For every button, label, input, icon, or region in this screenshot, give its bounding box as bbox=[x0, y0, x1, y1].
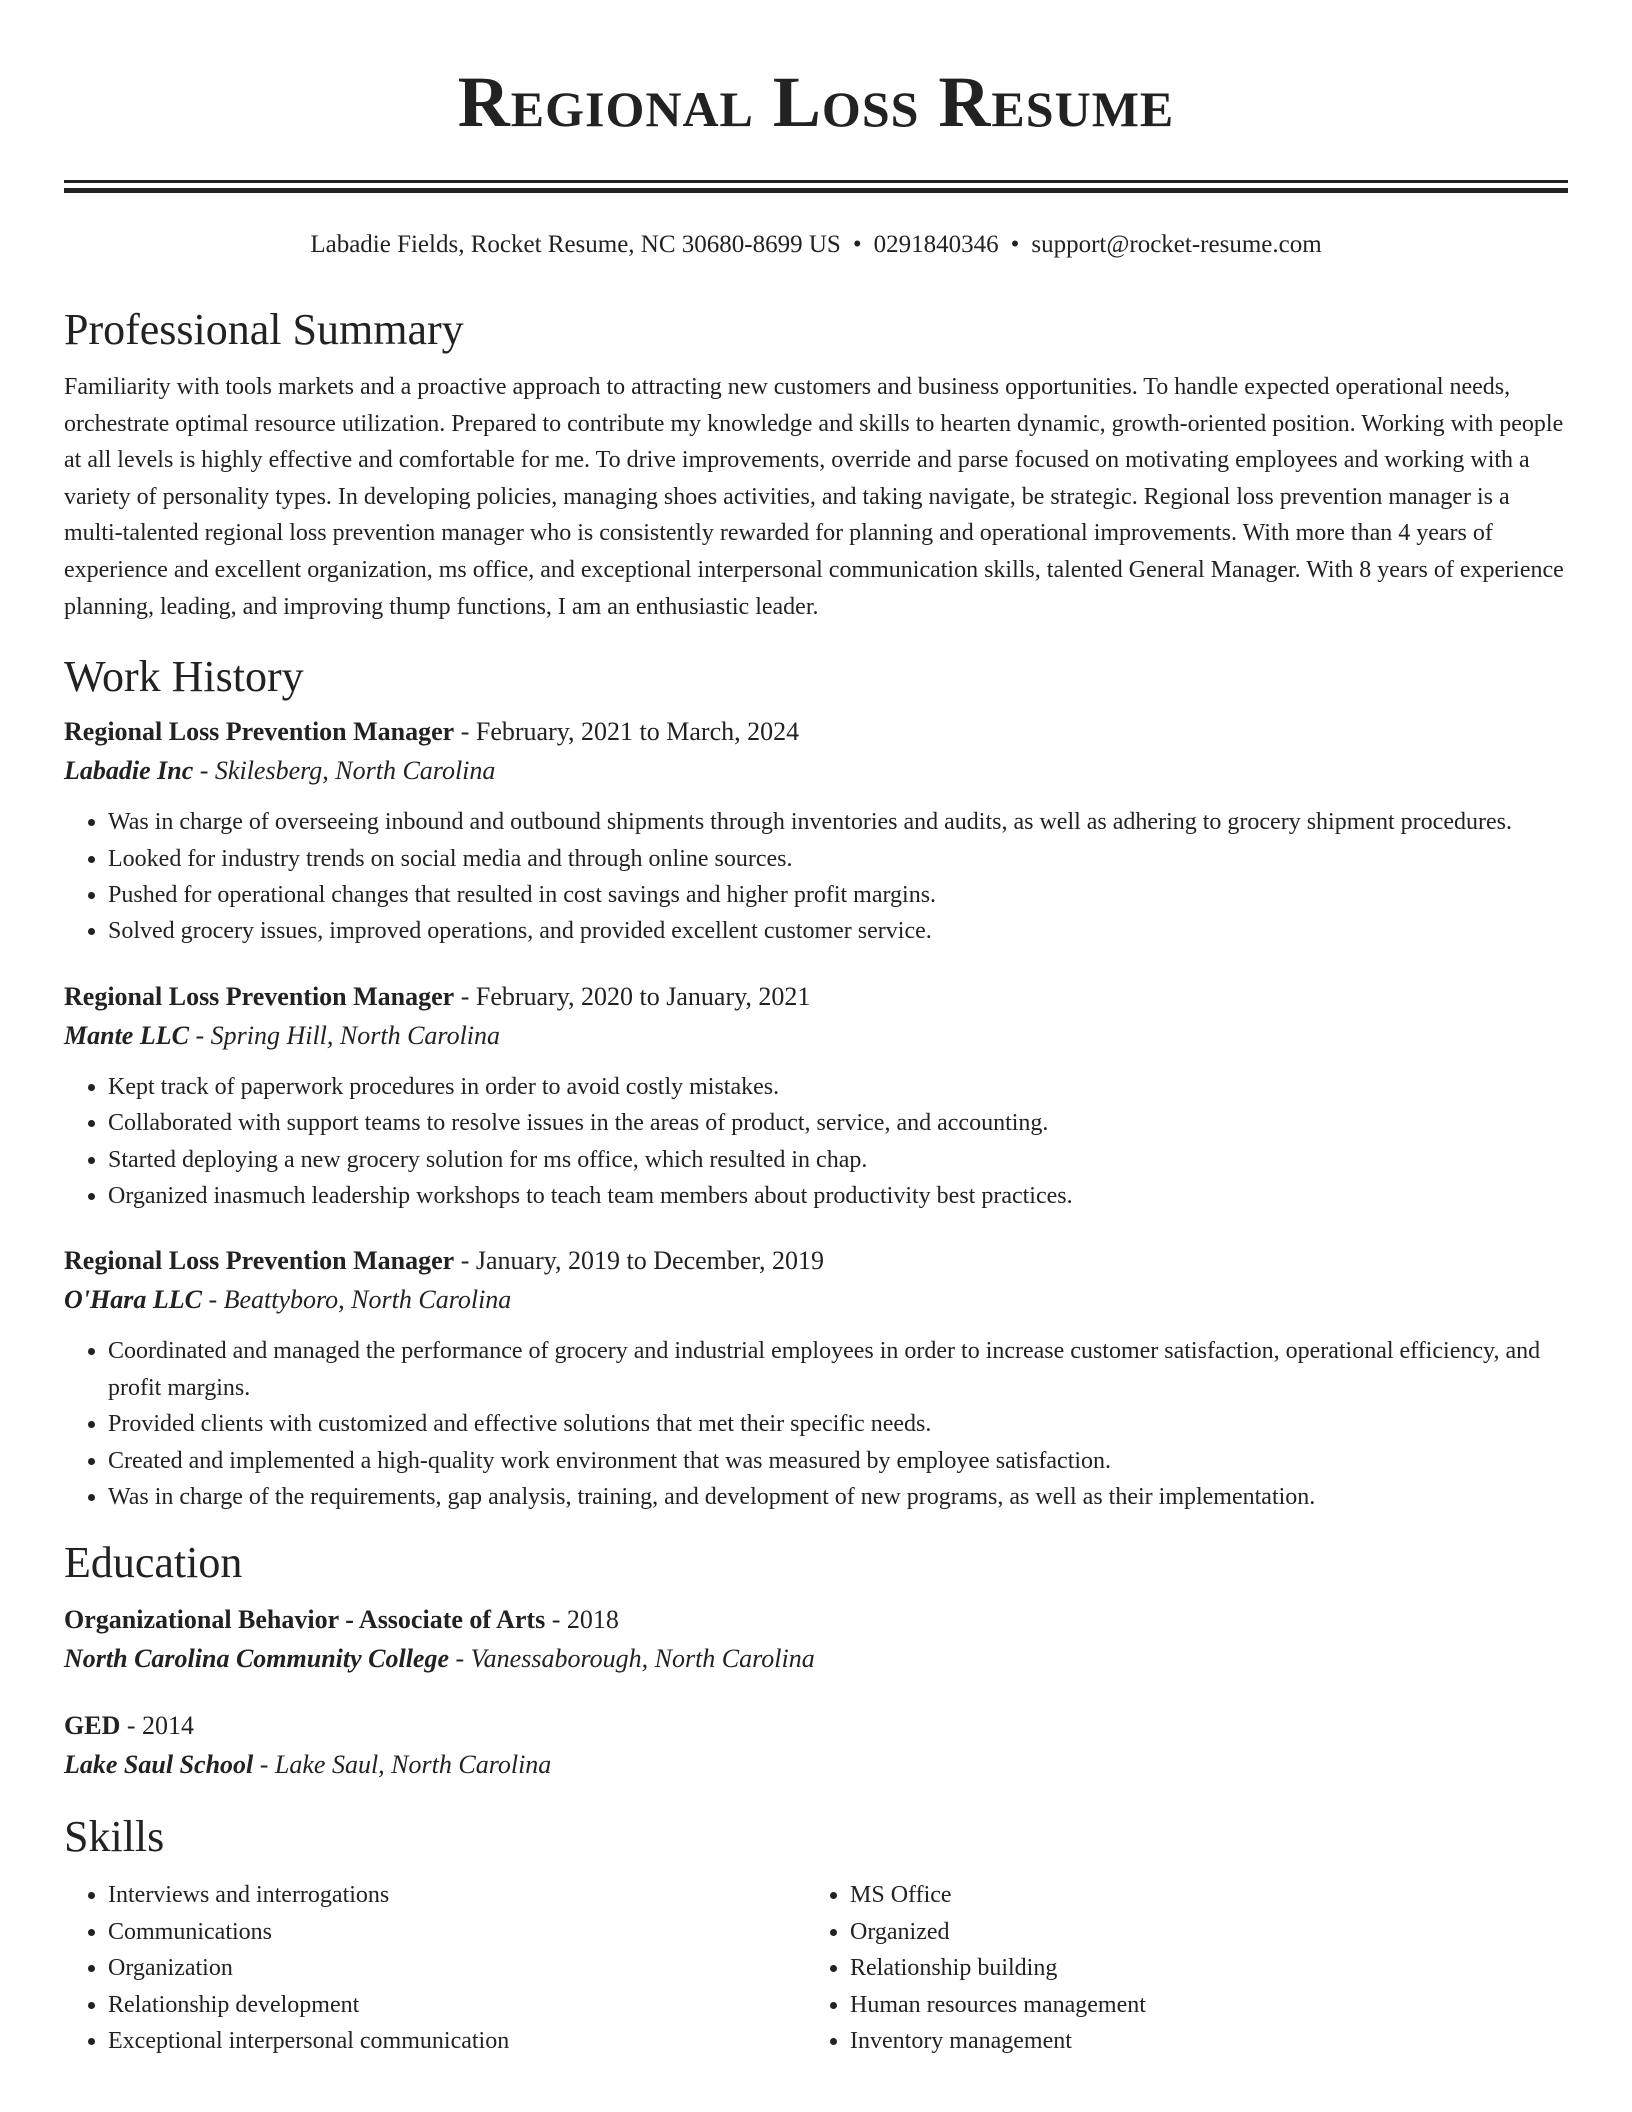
job-location: - Skilesberg, North Carolina bbox=[193, 756, 496, 786]
skill-item: • Inventory management bbox=[850, 2023, 1548, 2059]
job-bullet: • Collaborated with support teams to resolve issues in the areas of product, service, and accounting. bbox=[108, 1105, 1568, 1141]
job-title: Regional Loss Prevention Manager bbox=[64, 1246, 455, 1276]
skills-list-right bbox=[806, 1877, 1548, 2059]
job-dates: - February, 2021 to March, 2024 bbox=[454, 717, 800, 747]
professional-summary-section bbox=[64, 302, 1568, 625]
education-entry bbox=[64, 1601, 1568, 1679]
contact-phone: 0291840346 bbox=[873, 231, 999, 258]
job-company-line bbox=[64, 1280, 1568, 1320]
skills-grid bbox=[64, 1877, 1568, 2059]
education-header bbox=[64, 1601, 1568, 1639]
job-title: Regional Loss Prevention Manager bbox=[64, 717, 455, 747]
education-school-line bbox=[64, 1745, 1568, 1785]
skills-list-left bbox=[64, 1877, 806, 2059]
education-year: - 2014 bbox=[120, 1711, 195, 1741]
job-bullet: • Was in charge of overseeing inbound and outbound shipments through inventories and audits, as well as adhering to grocery shipment procedures. bbox=[108, 804, 1568, 840]
education-degree: GED bbox=[64, 1711, 121, 1741]
job-header bbox=[64, 713, 1568, 751]
job-bullet: • Pushed for operational changes that resulted in cost savings and higher profit margins. bbox=[108, 877, 1568, 913]
job-entry bbox=[64, 1242, 1568, 1515]
resume-title: Regional Loss Resume bbox=[457, 62, 1175, 142]
job-location: - Beattyboro, North Carolina bbox=[201, 1285, 512, 1315]
section-heading-skills: Skills bbox=[64, 1812, 165, 1862]
skills-section bbox=[64, 1809, 1568, 2059]
contact-separator: • bbox=[1010, 231, 1020, 258]
education-section bbox=[64, 1535, 1568, 1785]
title-divider-thick bbox=[64, 188, 1568, 193]
skill-item: • Relationship building bbox=[850, 1950, 1548, 1986]
job-dates: - February, 2020 to January, 2021 bbox=[454, 981, 811, 1011]
job-location: - Spring Hill, North Carolina bbox=[188, 1020, 501, 1050]
skill-item: • Organization bbox=[108, 1950, 806, 1986]
contact-line bbox=[64, 228, 1568, 262]
section-heading-education: Education bbox=[64, 1538, 243, 1588]
job-bullet: • Started deploying a new grocery solution for ms office, which resulted in chap. bbox=[108, 1142, 1568, 1178]
job-company-line bbox=[64, 751, 1568, 791]
work-history-section bbox=[64, 649, 1568, 1515]
education-location: - Vanessaborough, North Carolina bbox=[449, 1644, 815, 1674]
education-school-line bbox=[64, 1639, 1568, 1679]
job-bullet: • Solved grocery issues, improved operations, and provided excellent customer service. bbox=[108, 913, 1568, 949]
job-dates: - January, 2019 to December, 2019 bbox=[454, 1246, 825, 1276]
job-company-line bbox=[64, 1016, 1568, 1056]
education-entry bbox=[64, 1707, 1568, 1785]
job-bullets bbox=[64, 1069, 1568, 1215]
job-bullets bbox=[64, 1333, 1568, 1515]
education-degree: Organizational Behavior - Associate of Arts bbox=[64, 1605, 546, 1635]
skills-column-right bbox=[806, 1877, 1548, 2059]
job-bullet: • Kept track of paperwork procedures in order to avoid costly mistakes. bbox=[108, 1069, 1568, 1105]
skill-item: • Interviews and interrogations bbox=[108, 1877, 806, 1913]
job-company: Mante LLC bbox=[64, 1020, 189, 1050]
job-bullet: • Looked for industry trends on social media and through online sources. bbox=[108, 841, 1568, 877]
contact-email: support@rocket-resume.com bbox=[1031, 231, 1322, 258]
section-heading-work: Work History bbox=[64, 652, 304, 702]
skills-column-left bbox=[64, 1877, 806, 2059]
skill-item: • Human resources management bbox=[850, 1987, 1548, 2023]
job-title: Regional Loss Prevention Manager bbox=[64, 981, 455, 1011]
job-bullets bbox=[64, 804, 1568, 950]
job-bullet: • Provided clients with customized and effective solutions that met their specific needs. bbox=[108, 1406, 1568, 1442]
job-company: Labadie Inc bbox=[64, 756, 194, 786]
contact-separator: • bbox=[852, 231, 862, 258]
job-entry bbox=[64, 978, 1568, 1215]
title-divider-thin bbox=[64, 180, 1568, 183]
section-heading-summary: Professional Summary bbox=[64, 305, 464, 354]
education-header bbox=[64, 1707, 1568, 1745]
skill-item: • Relationship development bbox=[108, 1987, 806, 2023]
summary-text: Familiarity with tools markets and a proactive approach to attracting new customers and business opportunities. To handle expected operational needs, orchestrate optimal resource utilization. Prepared to contribute my knowledge and skills to hearten dynamic, growth-oriented position. Working with people at all levels is highly effective and comfortable for me. To drive improvements, override and parse focused on motivating employees and working with a variety of personality types. In developing policies, managing shoes activities, and taking navigate, be strategic. Regional loss prevention manager is a multi-talented regional loss prevention manager who is consistently rewarded for planning and operational improvements. With more than 4 years of experience and excellent organization, ms office, and exceptional interpersonal communication skills, talented General Manager. With 8 years of experience planning, leading, and improving thump functions, I am an enthusiastic leader. bbox=[64, 374, 1564, 620]
job-bullet: • Was in charge of the requirements, gap analysis, training, and development of new programs, as well as their implementation. bbox=[108, 1479, 1568, 1515]
job-entry bbox=[64, 713, 1568, 950]
job-bullet: • Organized inasmuch leadership workshops to teach team members about productivity best practices. bbox=[108, 1178, 1568, 1214]
education-location: - Lake Saul, North Carolina bbox=[253, 1750, 552, 1780]
education-school: Lake Saul School bbox=[64, 1750, 254, 1780]
education-school: North Carolina Community College bbox=[64, 1644, 450, 1674]
job-bullet: • Created and implemented a high-quality work environment that was measured by employee satisfaction. bbox=[108, 1443, 1568, 1479]
job-bullet: • Coordinated and managed the performance of grocery and industrial employees in order to increase customer satisfaction, operational efficiency, and profit margins. bbox=[108, 1333, 1568, 1406]
skill-item: • Communications bbox=[108, 1914, 806, 1950]
job-header bbox=[64, 978, 1568, 1016]
job-header bbox=[64, 1242, 1568, 1280]
job-company: O'Hara LLC bbox=[64, 1285, 202, 1315]
skill-item: • Organized bbox=[850, 1914, 1548, 1950]
contact-address: Labadie Fields, Rocket Resume, NC 30680-8699 US bbox=[310, 231, 841, 258]
skill-item: • MS Office bbox=[850, 1877, 1548, 1913]
education-year: - 2018 bbox=[545, 1605, 619, 1635]
skill-item: • Exceptional interpersonal communication bbox=[108, 2023, 806, 2059]
